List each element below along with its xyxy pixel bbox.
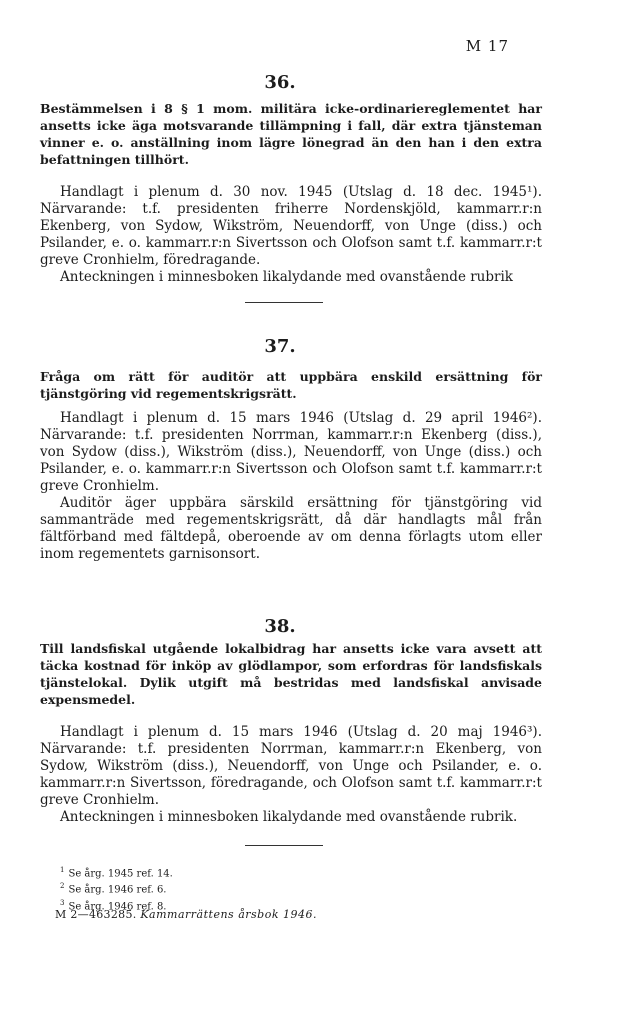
paragraph: Anteckningen i minnesboken likalydande med ovanstående rubrik bbox=[60, 269, 513, 285]
footnote bbox=[60, 880, 173, 896]
footnote-text: Se årg. 1946 ref. 6. bbox=[68, 884, 167, 896]
footnotes bbox=[60, 864, 173, 913]
paragraph: Handlagt i plenum d. 30 nov. 1945 (Utslag d. 18 dec. 1945¹). Närvarande: t.f. presidenten friherre Nordenskjöld, kammarr.r:n Ekenberg, von Sydow, Wikström, Neuendorff, von Unge (diss.) och Psilander, e. o. kammarr.r:n Sivertsson och Olofson samt t.f. kammarr.r:t greve Cronhielm, föredragande. bbox=[40, 184, 542, 268]
imprint-code: M 2—463285. bbox=[55, 908, 137, 921]
section-heading: Bestämmelsen i 8 § 1 mom. militära icke-ordinariereglementet har ansetts icke äga motsvarande tillämpning i fall, där extra tjänsteman vinner e. o. anställning inom lägre lönegrad än den han i den extra befattningen tillhört. bbox=[40, 101, 542, 167]
section-number: 36. bbox=[264, 72, 296, 93]
footnote-text: Se årg. 1946 ref. 8. bbox=[68, 900, 167, 912]
footnote-mark: 1 bbox=[60, 866, 65, 874]
page-number: M 17 bbox=[465, 37, 509, 55]
footnote-text: Se årg. 1945 ref. 14. bbox=[68, 868, 173, 880]
paragraph: Anteckningen i minnesboken likalydande med ovanstående rubrik. bbox=[60, 809, 518, 825]
paragraph: Handlagt i plenum d. 15 mars 1946 (Utslag d. 29 april 1946²). Närvarande: t.f. presidenten Norrman, kammarr.r:n Ekenberg (diss.), von Sydow (diss.), Wikström (diss.), Neuendorff, von Unge (diss.) och Psilander, e. o. kammarr.r:n Sivertsson och Olofson samt t.f. kammarr.r:t greve Cronhielm. bbox=[40, 410, 542, 494]
footnote-mark: 2 bbox=[60, 882, 65, 891]
imprint-title: Kammarrättens årsbok 1946. bbox=[140, 908, 317, 921]
section-number: 37. bbox=[264, 336, 296, 357]
section-heading: Fråga om rätt för auditör att uppbära enskild ersättning för tjänstgöring vid regementskrigsrätt. bbox=[40, 369, 542, 401]
imprint bbox=[55, 908, 317, 921]
section-body bbox=[40, 724, 542, 826]
section-number: 38. bbox=[264, 616, 296, 637]
section-heading: Till landsfiskal utgående lokalbidrag har ansetts icke vara avsett att täcka kostnad för inköp av glödlampor, som erfordras för landsfiskals tjänstelokal. Dylik utgift må bestridas med landsfiskal anvisade expensmedel. bbox=[40, 641, 542, 707]
footnote-mark: 3 bbox=[60, 898, 65, 907]
footnote bbox=[60, 864, 173, 880]
section-body bbox=[40, 184, 542, 286]
paragraph: Auditör äger uppbära särskild ersättning för tjänstgöring vid sammanträde med regementskrigsrätt, då där handlagts mål från fältförband med fältdepå, oberoende av om denna förlagts utom eller inom regementets garnisonsort. bbox=[40, 495, 542, 562]
paragraph: Handlagt i plenum d. 15 mars 1946 (Utslag d. 20 maj 1946³). Närvarande: t.f. presidenten Norrman, kammarr.r:n Ekenberg, von Sydow, Wikström (diss.), Neuendorff, von Unge och Psilander, e. o. kammarr.r:n Sivertsson, föredragande, och Olofson samt t.f. kammarr.r:t greve Cronhielm. bbox=[40, 724, 542, 808]
section-divider bbox=[245, 302, 323, 303]
section-divider bbox=[245, 845, 323, 846]
section-body bbox=[40, 410, 542, 563]
